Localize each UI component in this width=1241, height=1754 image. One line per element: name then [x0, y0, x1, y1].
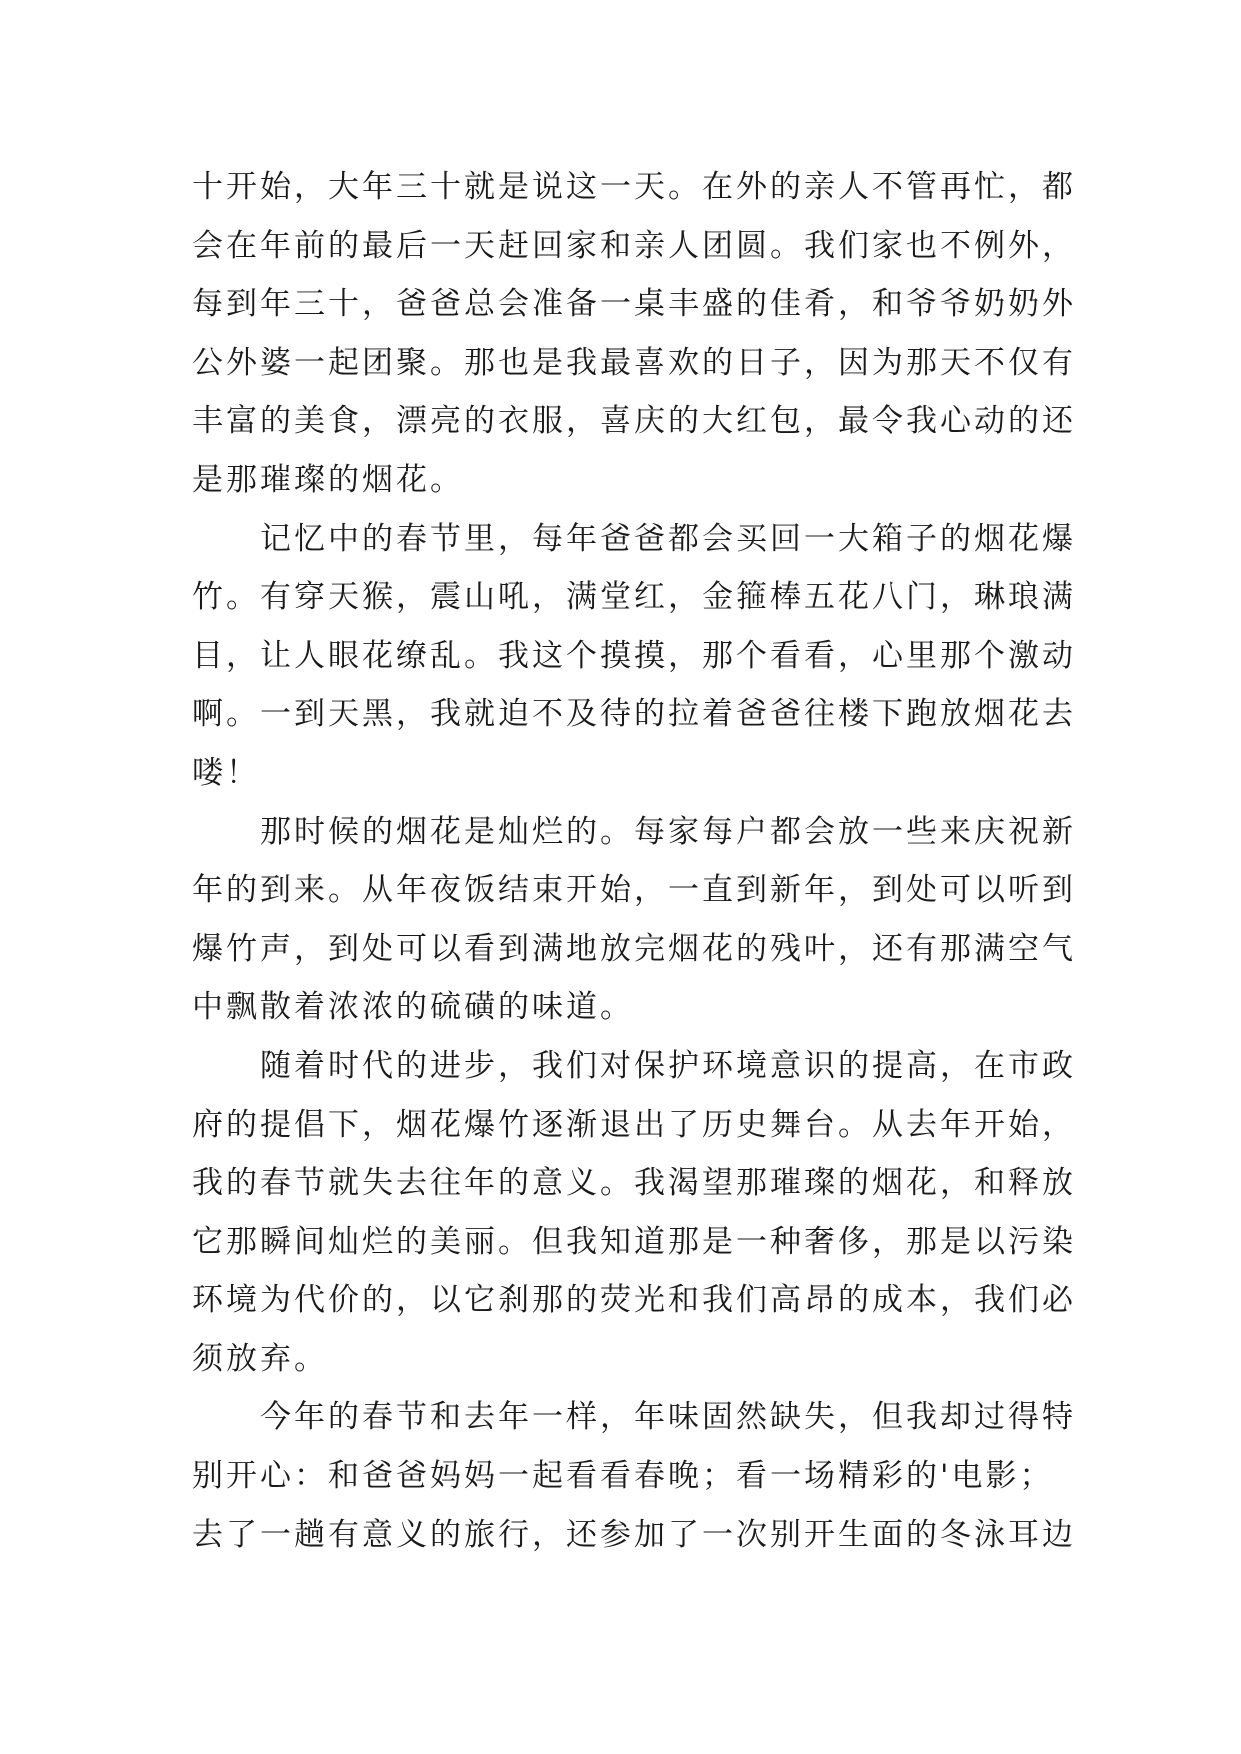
text-line: 目，让人眼花缭乱。我这个摸摸，那个看看，心里那个激动 [192, 637, 1076, 674]
text-line: 丰富的美食，漂亮的衣服，喜庆的大红包，最令我心动的还 [192, 403, 1076, 440]
text-line: 每到年三十，爸爸总会准备一桌丰盛的佳肴，和爷爷奶奶外 [192, 286, 1076, 323]
text-line: 年的到来。从年夜饭结束开始，一直到新年，到处可以听到 [192, 872, 1076, 909]
text-line: 去了一趟有意义的旅行，还参加了一次别开生面的冬泳耳边 [192, 1516, 1076, 1553]
text-line: 它那瞬间灿烂的美丽。但我知道那是一种奢侈，那是以污染 [192, 1223, 1076, 1260]
text-line: 竹。有穿天猴，震山吼，满堂红，金箍棒五花八门，琳琅满 [192, 579, 1076, 616]
text-line: 公外婆一起团聚。那也是我最喜欢的日子，因为那天不仅有 [192, 344, 1076, 381]
text-line: 今年的春节和去年一样，年味固然缺失，但我却过得特 [192, 1399, 1076, 1436]
text-line: 记忆中的春节里，每年爸爸都会买回一大箱子的烟花爆 [192, 520, 1076, 557]
text-line: 别开心：和爸爸妈妈一起看看春晚；看一场精彩的'电影； [192, 1458, 1054, 1495]
text-line: 中飘散着浓浓的硫磺的味道。 [192, 989, 634, 1026]
essay-text [192, 158, 1076, 1564]
text-line: 随着时代的进步，我们对保护环境意识的提高，在市政 [192, 1047, 1076, 1084]
text-line: 须放弃。 [192, 1340, 328, 1377]
text-line: 府的提倡下，烟花爆竹逐渐退出了历史舞台。从去年开始， [192, 1106, 1076, 1143]
text-line: 我的春节就失去往年的意义。我渴望那璀璨的烟花，和释放 [192, 1165, 1076, 1202]
text-line: 啊。一到天黑，我就迫不及待的拉着爸爸往楼下跑放烟花去 [192, 696, 1076, 733]
text-line: 爆竹声，到处可以看到满地放完烟花的残叶，还有那满空气 [192, 930, 1076, 967]
text-line: 是那璀璨的烟花。 [192, 461, 464, 498]
text-line: 喽！ [192, 754, 260, 791]
text-line: 环境为代价的，以它刹那的荧光和我们高昂的成本，我们必 [192, 1282, 1076, 1319]
text-line: 十开始，大年三十就是说这一天。在外的亲人不管再忙，都 [192, 169, 1076, 205]
text-line: 那时候的烟花是灿烂的。每家每户都会放一些来庆祝新 [192, 813, 1076, 850]
text-line: 会在年前的最后一天赶回家和亲人团圆。我们家也不例外， [192, 227, 1076, 264]
